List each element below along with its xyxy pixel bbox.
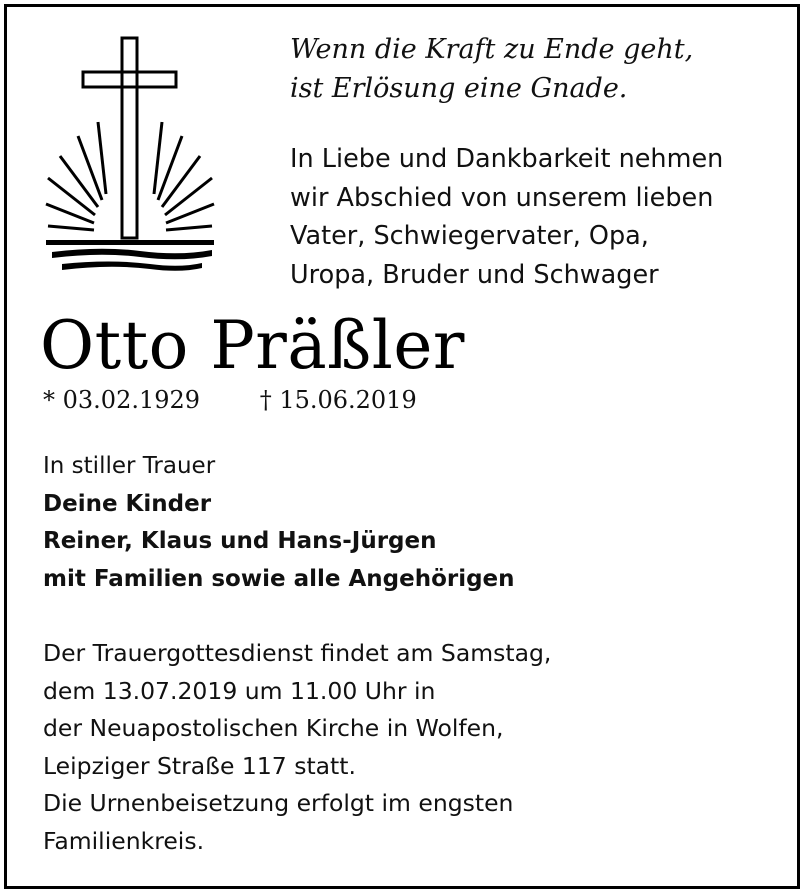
birth-date: * 03.02.1929	[43, 386, 201, 414]
service-line: Leipziger Straße 117 statt.	[43, 751, 356, 780]
deceased-name: Otto Präßler	[40, 307, 465, 384]
motto-line: ist Erlösung eine Gnade.	[290, 73, 628, 104]
service-line: Der Trauergottesdienst findet am Samstag,	[43, 639, 552, 667]
mourners-line: Reiner, Klaus und Hans-Jürgen	[43, 528, 437, 554]
service-line: der Neuapostolischen Kirche in Wolfen,	[43, 714, 504, 742]
mourners-line: mit Familien sowie alle Angehörigen	[43, 565, 515, 592]
service-line: Familienkreis.	[43, 826, 205, 855]
motto-line: Wenn die Kraft zu Ende geht,	[290, 34, 694, 65]
mourners-line: Deine Kinder	[43, 490, 212, 517]
life-dates	[43, 383, 417, 417]
mourners-block	[43, 448, 515, 598]
farewell-line: In Liebe und Dankbarkeit nehmen	[290, 144, 724, 174]
cross-sunrise-icon	[40, 32, 220, 278]
service-line: dem 13.07.2019 um 11.00 Uhr in	[43, 676, 436, 705]
motto-verse	[290, 30, 693, 108]
death-date: † 15.06.2019	[259, 386, 417, 414]
mourning-intro: In stiller Trauer	[43, 453, 216, 479]
farewell-text	[290, 140, 723, 294]
service-info	[43, 635, 551, 860]
farewell-line: Vater, Schwiegervater, Opa,	[290, 221, 649, 251]
farewell-line: wir Abschied von unserem lieben	[290, 182, 714, 213]
farewell-line: Uropa, Bruder und Schwager	[290, 259, 659, 290]
service-line: Die Urnenbeisetzung erfolgt im engsten	[43, 789, 514, 817]
